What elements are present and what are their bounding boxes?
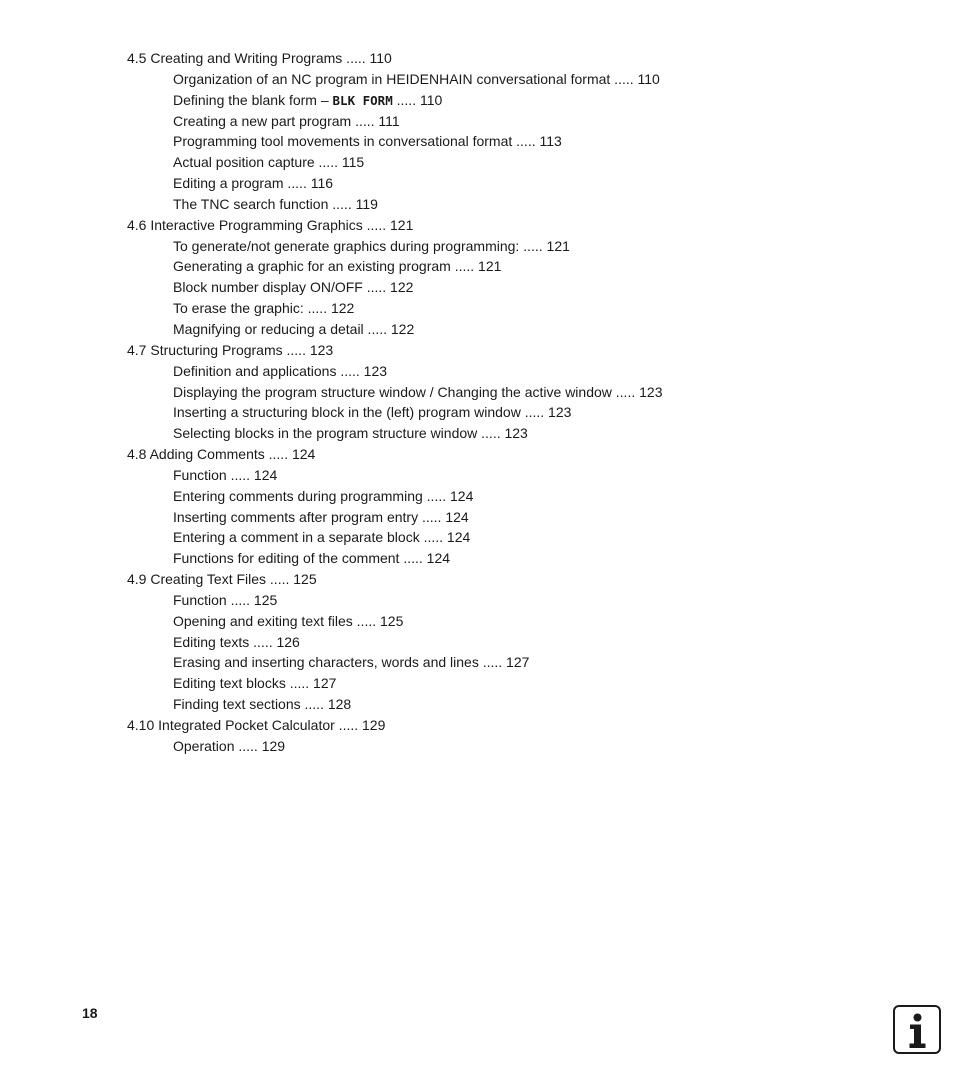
toc-subsection-entry: Entering a comment in a separate block ..... 124 bbox=[173, 529, 471, 546]
toc-subsection-entry: Creating a new part program ..... 111 bbox=[173, 112, 400, 129]
toc-subsection-entry: Editing text blocks ..... 127 bbox=[173, 675, 337, 692]
toc-subsection-entry: Displaying the program structure window / Changing the active window ..... 123 bbox=[173, 383, 663, 400]
toc-subsection-entry: Actual position capture ..... 115 bbox=[173, 154, 365, 171]
toc-subsection-entry: Programming tool movements in conversational format ..... 113 bbox=[173, 133, 562, 150]
toc-section-entry: 4.8 Adding Comments ..... 124 bbox=[127, 446, 316, 463]
toc-subsection-entry: Editing a program ..... 116 bbox=[173, 175, 334, 192]
info-glyph bbox=[895, 1007, 939, 1052]
toc-section-entry: 4.6 Interactive Programming Graphics ..... 121 bbox=[127, 216, 414, 233]
table-of-contents bbox=[0, 48, 954, 757]
toc-entry-page: ..... 110 bbox=[392, 91, 443, 108]
toc-section-entry: 4.10 Integrated Pocket Calculator ..... 129 bbox=[127, 717, 386, 733]
toc-subsection-entry: Function ..... 124 bbox=[173, 466, 278, 483]
toc-subsection-entry: Inserting a structuring block in the (left) program window ..... 123 bbox=[173, 404, 572, 421]
toc-subsection-entry: Function ..... 125 bbox=[173, 591, 278, 608]
toc-subsection-entry: Inserting comments after program entry ..... 124 bbox=[173, 508, 469, 525]
toc-subsection-entry: Operation ..... 129 bbox=[173, 737, 286, 754]
toc-subsection-entry: Block number display ON/OFF ..... 122 bbox=[173, 279, 414, 296]
toc-subsection-entry: Generating a graphic for an existing program ..... 121 bbox=[173, 258, 502, 275]
toc-subsection-entry: Functions for editing of the comment ..... 124 bbox=[173, 550, 451, 567]
toc-subsection-entry: Magnifying or reducing a detail ..... 122 bbox=[173, 320, 415, 337]
toc-subsection-entry: Opening and exiting text files ..... 125 bbox=[173, 612, 404, 629]
toc-subsection-entry: Selecting blocks in the program structure window ..... 123 bbox=[173, 425, 528, 442]
toc-subsection-entry: Finding text sections ..... 128 bbox=[173, 696, 352, 713]
toc-entry-text: Defining the blank form – bbox=[173, 91, 333, 108]
toc-subsection-entry: Definition and applications ..... 123 bbox=[173, 362, 388, 379]
toc-section-entry: 4.5 Creating and Writing Programs ..... 110 bbox=[127, 50, 392, 66]
toc-entry-code: BLK FORM bbox=[332, 92, 393, 108]
toc-subsection-entry: Editing texts ..... 126 bbox=[173, 633, 300, 650]
toc-subsection-entry: To generate/not generate graphics during programming: ..... 121 bbox=[173, 237, 570, 254]
info-icon bbox=[893, 1005, 941, 1054]
toc-subsection-entry bbox=[0, 90, 954, 111]
toc-subsection-entry: To erase the graphic: ..... 122 bbox=[173, 300, 355, 317]
toc-subsection-entry: Entering comments during programming ..... 124 bbox=[173, 487, 474, 504]
toc-subsection-entry: Erasing and inserting characters, words and lines ..... 127 bbox=[173, 654, 530, 671]
toc-subsection-entry: Organization of an NC program in HEIDENHAIN conversational format ..... 110 bbox=[173, 70, 660, 87]
page-number: 18 bbox=[82, 1005, 98, 1021]
toc-section-entry: 4.7 Structuring Programs ..... 123 bbox=[127, 341, 334, 358]
toc-subsection-entry: The TNC search function ..... 119 bbox=[173, 195, 378, 212]
toc-section-entry: 4.9 Creating Text Files ..... 125 bbox=[127, 571, 317, 588]
